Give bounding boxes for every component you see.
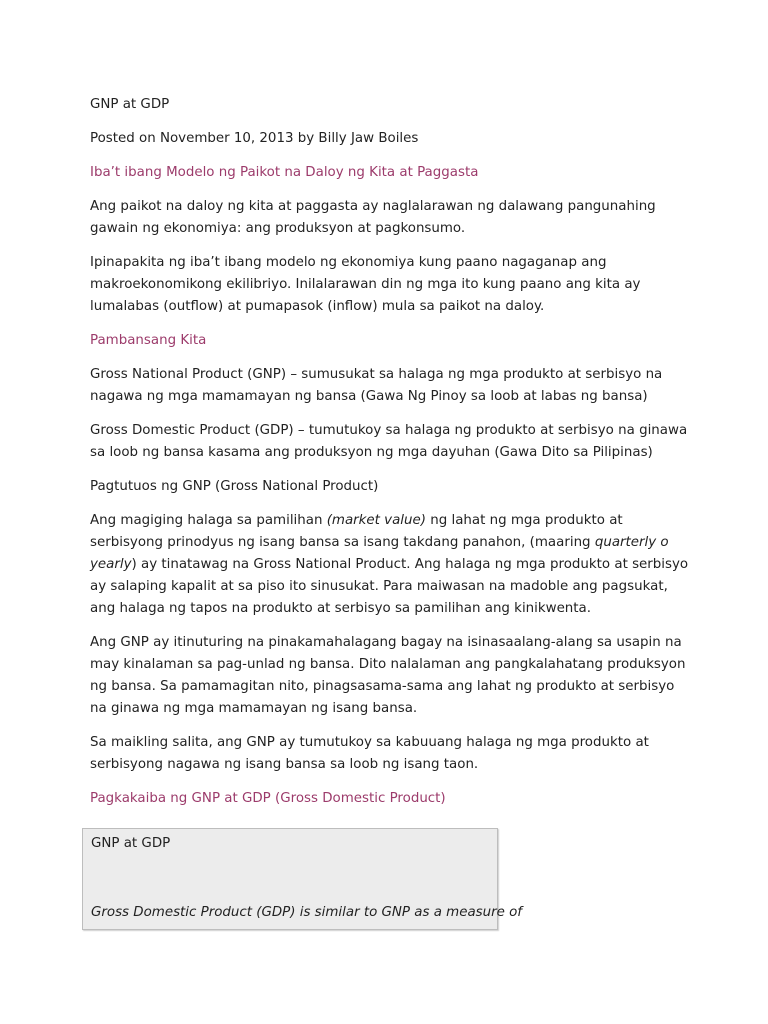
post-title: GNP at GDP <box>90 97 170 112</box>
paragraph-models: Ipinapakita ng iba’t ibang modelo ng ekonomiya kung paano nagaganap ang makroekonomikong ekilibriyo. Inilalarawan din ng mga ito kung paano ang kita ay lumalabas (outflow) at pumapasok (inflow) mula sa paikot na daloy. <box>90 255 641 314</box>
section-heading-difference: Pagkakaiba ng GNP at GDP (Gross Domestic Product) <box>90 791 446 806</box>
post-meta: Posted on November 10, 2013 by Billy Jaw Boiles <box>90 131 419 146</box>
italic-quarterly: quarterly o yearly <box>90 535 669 572</box>
paragraph-summary: Sa maikling salita, ang GNP ay tumutukoy sa kabuuang halaga ng mga produkto at serbisyong nagawa ng isang bansa sa loob ng isang taon. <box>90 735 649 772</box>
paragraph-importance: Ang GNP ay itinuturing na pinakamahalagang bagay na isinasaalang-alang sa usapin na may kinalaman sa pag-unlad ng bansa. Dito nalalaman ang pangkalahatang produksyon ng bansa. Sa pamamagitan nito, pinagsasama-sama ang lahat ng produkto at serbisyo na ginawa ng mga mamamayan ng isang bansa. <box>90 635 686 716</box>
comparison-box-text: Gross Domestic Product (GDP) is similar to GNP as a measure of <box>91 905 523 920</box>
paragraph-gdp-definition: Gross Domestic Product (GDP) – tumutukoy sa halaga ng produkto at serbisyo na ginawa sa loob ng bansa kasama ang produksyon ng mga dayuhan (Gawa Dito sa Pilipinas) <box>90 423 688 460</box>
italic-market-value: (market value) <box>326 513 426 528</box>
comparison-box <box>82 828 523 930</box>
paragraph-circular-flow: Ang paikot na daloy ng kita at paggasta ay naglalarawan ng dalawang pangunahing gawain ng ekonomiya: ang produksyon at pagkonsumo. <box>90 199 656 236</box>
comparison-box-title: GNP at GDP <box>91 836 171 851</box>
article <box>90 94 690 822</box>
section-heading-models: Iba’t ibang Modelo ng Paikot na Daloy ng Kita at Paggasta <box>90 165 479 180</box>
paragraph-pagtutuos: Pagtutuos ng GNP (Gross National Product) <box>90 479 379 494</box>
text-run: ) ay tinatawag na Gross National Product. Ang halaga ng mga produkto at serbisyo ay salaping kapalit at sa piso ito sinusukat. Para maiwasan na madoble ang pagsukat, ang halaga ng tapos na produkto at serbisyo sa pamilihan ang kinikwenta. <box>90 557 689 616</box>
text-run: Ang magiging halaga sa pamilihan <box>90 513 327 528</box>
paragraph-gnp-definition: Gross National Product (GNP) – sumusukat sa halaga ng mga produkto at serbisyo na nagawa ng mga mamamayan ng bansa (Gawa Ng Pinoy sa loob at labas ng bansa) <box>90 367 663 404</box>
paragraph-market-value <box>90 510 690 620</box>
text-run: ng lahat ng mga produkto at serbisyong prinodyus ng isang bansa sa isang takdang panahon, (maaring <box>90 513 623 550</box>
section-heading-pambansang-kita: Pambansang Kita <box>90 333 207 348</box>
